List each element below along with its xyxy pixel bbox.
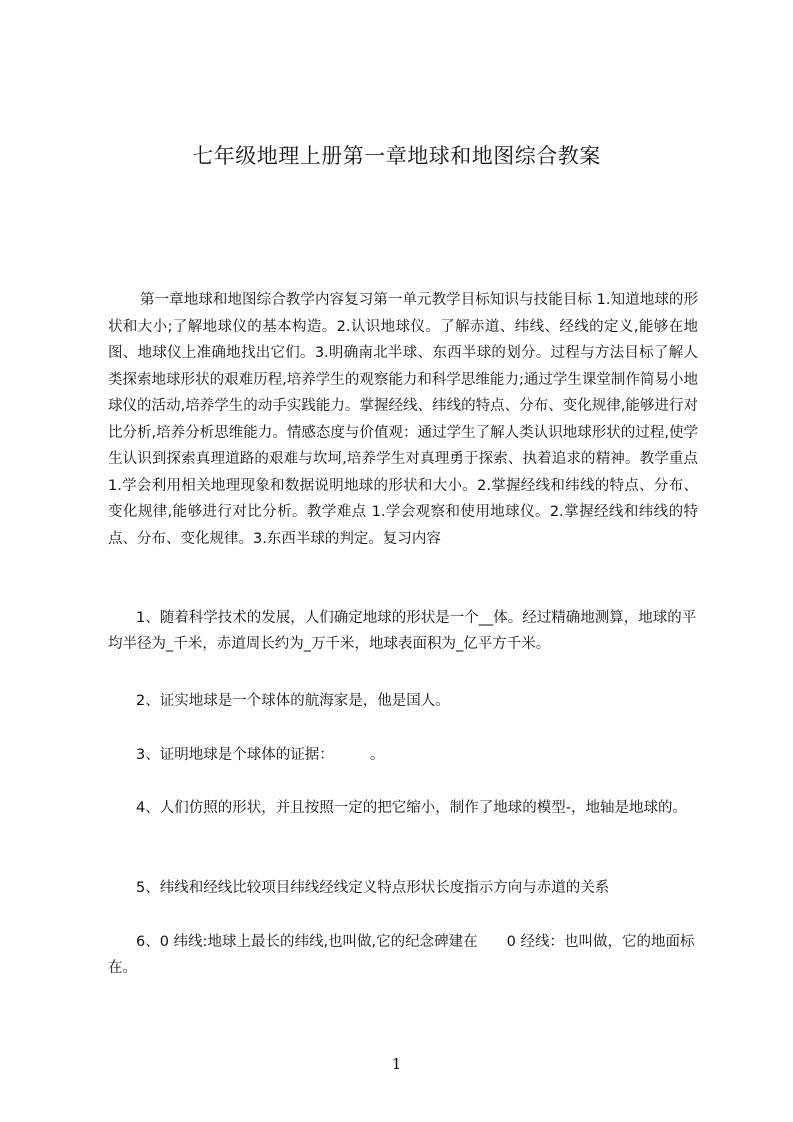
question-3: 3、证明地球是个球体的证据： 。 — [136, 747, 385, 763]
question-6: 6、0 纬线:地球上最长的纬线,也叫做,它的纪念碑建在 0 经线：也叫做，它的地面标在。 — [108, 934, 695, 976]
document-title: 七年级地理上册第一章地球和地图综合教案 — [192, 144, 601, 168]
question-1: 1、随着科学技术的发展，人们确定地球的形状是一个__体。经过精确地测算，地球的平均半径为_千米，赤道周长约为_万千米，地球表面积为_亿平方千米。 — [108, 610, 697, 652]
question-5: 5、纬线和经线比较项目纬线经线定义特点形状长度指示方向与赤道的关系 — [136, 880, 610, 896]
question-4: 4、人们仿照的形状，并且按照一定的把它缩小，制作了地球的模型-，地轴是地球的。 — [136, 800, 687, 816]
page-number: 1 — [391, 1055, 402, 1073]
intro-paragraph: 第一章地球和地图综合教学内容复习第一单元教学目标知识与技能目标 1.知道地球的形状和大小;了解地球仪的基本构造。2.认识地球仪。了解赤道、纬线、经线的定义,能够在地图、地球仪上准确地找出它们。3.明确南北半球、东西半球的划分。过程与方法目标了解人类探索地球形状的艰难历程,培养学生的观察能力和科学思维能力;通过学生课堂制作简易小地球仪的活动,培养学生的动手实践能力。掌握经线、纬线的特点、分布、变化规律,能够进行对比分析,培养分析思维能力。情感态度与价值观：通过学生了解人类认识地球形状的过程,使学生认识到探索真理道路的艰难与坎坷,培养学生对真理勇于探索、执着追求的精神。教学重点 1.学会利用相关地理现象和数据说明地球的形状和大小。2.掌握经线和纬线的特点、分布、变化规律,能够进行对比分析。教学难点 1.学会观察和使用地球仪。2.掌握经线和纬线的特点、分布、变化规律。3.东西半球的判定。复习内容 — [108, 292, 698, 547]
question-2: 2、证实地球是一个球体的航海家是，他是国人。 — [136, 693, 450, 709]
